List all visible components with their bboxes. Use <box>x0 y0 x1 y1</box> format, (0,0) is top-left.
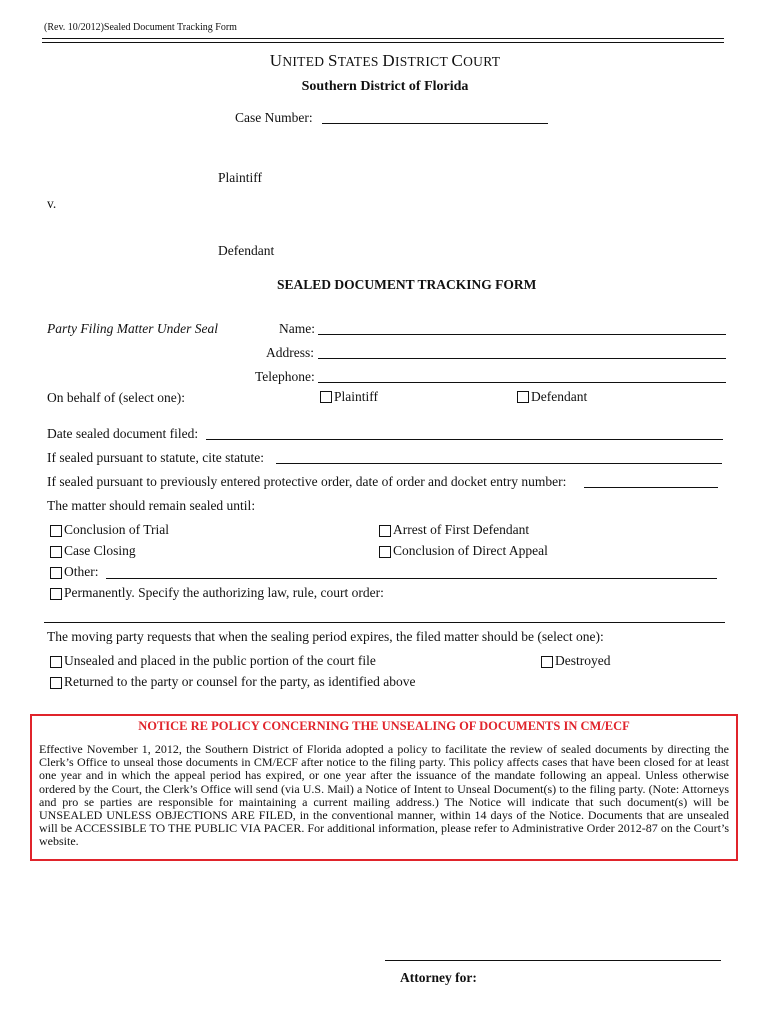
case-closing-label: Case Closing <box>64 543 136 558</box>
other-checkbox[interactable] <box>50 567 62 579</box>
defendant-label: Defendant <box>218 243 275 258</box>
plaintiff-option-label: Plaintiff <box>334 389 379 404</box>
attorney-for-label: Attorney for: <box>400 970 477 985</box>
notice-box <box>30 714 738 861</box>
revision-header: (Rev. 10/2012)Sealed Document Tracking Form <box>44 22 237 33</box>
permanently-label: Permanently. Specify the authorizing law, rule, court order: <box>64 585 384 600</box>
address-field[interactable] <box>318 358 726 359</box>
protective-order-label: If sealed pursuant to previously entered protective order, date of order and docket entry number: <box>47 474 567 489</box>
statute-field[interactable] <box>276 463 722 464</box>
expiry-label: The moving party requests that when the sealing period expires, the filed matter should be (select one): <box>47 629 604 644</box>
conclusion-direct-appeal-label: Conclusion of Direct Appeal <box>393 543 548 558</box>
party-section-label: Party Filing Matter Under Seal <box>47 321 218 336</box>
other-label: Other: <box>64 564 99 579</box>
address-label: Address: <box>266 345 314 360</box>
returned-label: Returned to the party or counsel for the party, as identified above <box>64 674 416 689</box>
arrest-first-defendant-checkbox[interactable] <box>379 525 391 537</box>
conclusion-of-trial-checkbox[interactable] <box>50 525 62 537</box>
case-number-label: Case Number: <box>235 110 313 125</box>
name-field[interactable] <box>318 334 726 335</box>
date-filed-field[interactable] <box>206 439 723 440</box>
conclusion-of-trial-label: Conclusion of Trial <box>64 522 170 537</box>
conclusion-direct-appeal-checkbox[interactable] <box>379 546 391 558</box>
case-number-field[interactable] <box>322 123 548 124</box>
returned-checkbox[interactable] <box>50 677 62 689</box>
statute-label: If sealed pursuant to statute, cite statute: <box>47 450 265 465</box>
form-title: SEALED DOCUMENT TRACKING FORM <box>277 277 537 292</box>
name-label: Name: <box>279 321 315 336</box>
on-behalf-label: On behalf of (select one): <box>47 390 185 405</box>
unsealed-checkbox[interactable] <box>50 656 62 668</box>
court-title: UNITED STATES DISTRICT COURT <box>269 51 501 70</box>
telephone-field[interactable] <box>318 382 726 383</box>
notice-title: NOTICE RE POLICY CONCERNING THE UNSEALING OF DOCUMENTS IN CM/ECF <box>138 719 630 733</box>
date-filed-label: Date sealed document filed: <box>47 426 199 441</box>
permanently-checkbox[interactable] <box>50 588 62 600</box>
plaintiff-label: Plaintiff <box>218 170 263 185</box>
destroyed-label: Destroyed <box>555 653 611 668</box>
other-field[interactable] <box>106 578 717 579</box>
signature-line[interactable] <box>385 960 721 961</box>
defendant-checkbox[interactable] <box>517 391 529 403</box>
notice-body: Effective November 1, 2012, the Southern District of Florida adopted a policy to facilitate the review of sealed documents by directing the Clerk’s Office to unseal those documents in CM/ECF after notice to the filing party. This policy affects cases that have been closed for at least one year and in which the appeal period has expired, or one year after the issuance of the mandate following an appeal. Unless otherwise ordered by the Court, the Clerk’s Office will send (via U.S. Mail) a Notice of Intent to Unseal Document(s) to the filing party. (Note: Attorneys and pro se parties are responsible for maintaining a current mailing address.) The Notice will indicate that such document(s) will be UNSEALED UNLESS OBJECTIONS ARE FILED, in the conventional manner, within 14 days of the Notice. Documents that are unsealed will be ACCESSIBLE TO THE PUBLIC VIA PACER. For additional information, please refer to Administrative Order 2012-87 on the Court’s website. <box>39 742 729 849</box>
district-name: Southern District of Florida <box>301 79 469 94</box>
case-closing-checkbox[interactable] <box>50 546 62 558</box>
section-divider <box>44 622 725 623</box>
plaintiff-checkbox[interactable] <box>320 391 332 403</box>
remain-sealed-label: The matter should remain sealed until: <box>47 498 256 513</box>
telephone-label: Telephone: <box>255 369 315 384</box>
destroyed-checkbox[interactable] <box>541 656 553 668</box>
header-rule <box>42 38 724 43</box>
protective-order-field[interactable] <box>584 487 718 488</box>
arrest-first-defendant-label: Arrest of First Defendant <box>393 522 530 537</box>
unsealed-label: Unsealed and placed in the public portion of the court file <box>64 653 376 668</box>
versus-label: v. <box>47 196 57 211</box>
defendant-option-label: Defendant <box>531 389 588 404</box>
